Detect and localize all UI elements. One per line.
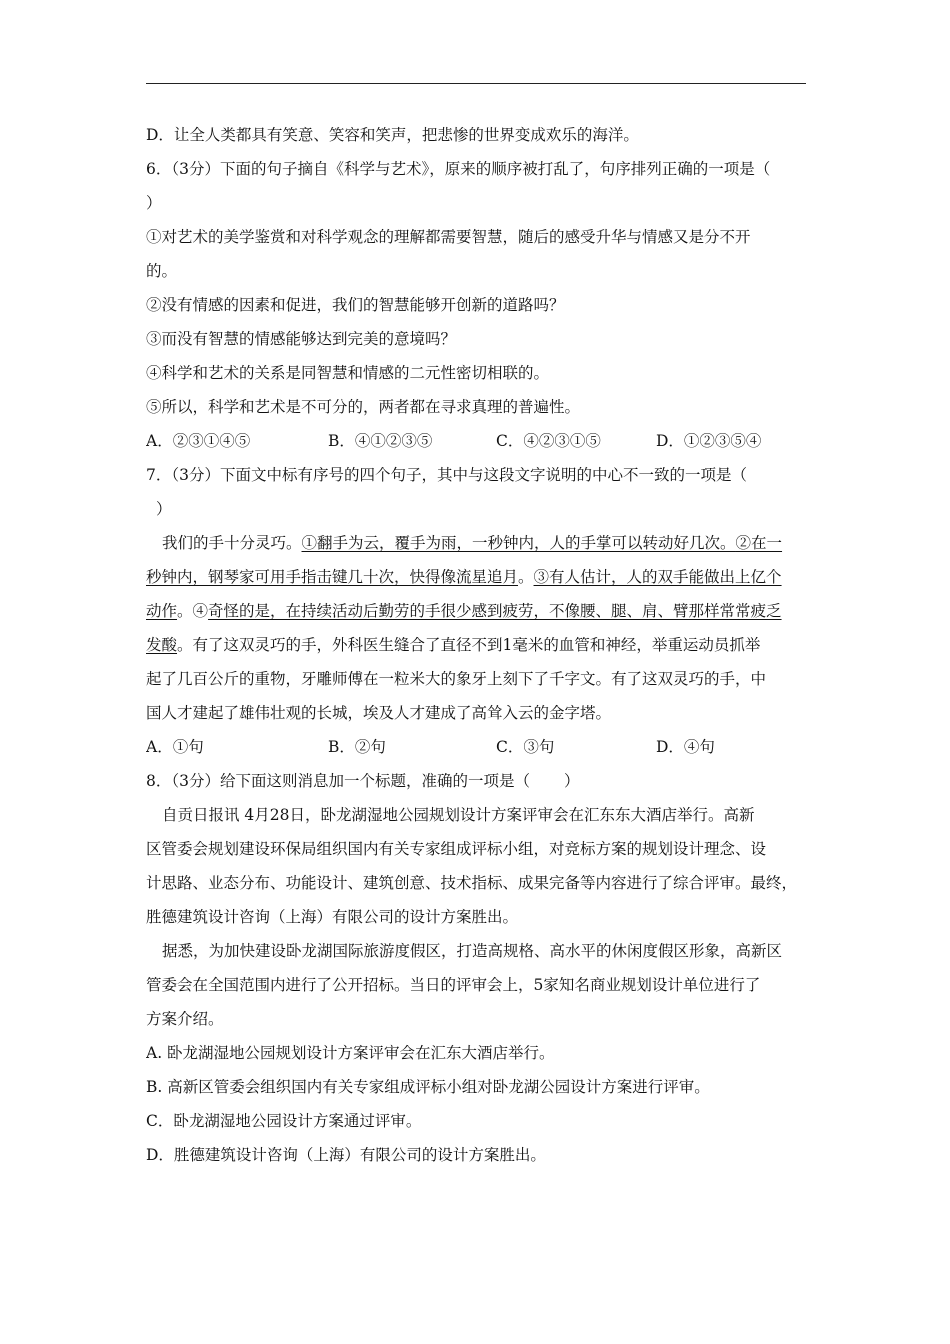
q7-options — [146, 730, 806, 764]
q6-stem: 6．（3分）下面的句子摘自《科学与艺术》，原来的顺序被打乱了，句序排列正确的一项是（ — [146, 160, 771, 178]
q8-news-line-6: 管委会在全国范围内进行了公开招标。当日的评审会上，5家知名商业规划设计单位进行了 — [146, 976, 761, 994]
q8-news-line-2: 区管委会规划建设环保局组织国内有关专家组成评标小组，对竞标方案的规划设计理念、设 — [146, 840, 767, 858]
q8-option-b[interactable]: B. 高新区管委会组织国内有关专家组成评标小组对卧龙湖公园设计方案进行评审。 — [146, 1078, 710, 1096]
q8-news-line-3: 计思路、业态分布、功能设计、建筑创意、技术指标、成果完备等内容进行了综合评审。最终， — [146, 874, 798, 892]
q8-stem — [146, 764, 806, 798]
q8-stem-text: 8．（3分）给下面这则消息加一个标题，准确的一项是（ — [146, 772, 530, 790]
exam-page — [146, 118, 806, 1172]
q7-option-a[interactable]: A．①句 — [146, 738, 204, 756]
q8-news-line-7: 方案介绍。 — [146, 1010, 224, 1028]
q8-news-line-5: 据悉，为加快建设卧龙湖国际旅游度假区，打造高规格、高水平的休闲度假区形象，高新区 — [162, 942, 783, 960]
q7-stem-end: ） — [156, 500, 172, 518]
q6-sentence-1-cont: 的。 — [146, 262, 178, 280]
q7-passage-line-6: 国人才建起了雄伟壮观的长城，埃及人才建成了高耸入云的金字塔。 — [146, 704, 612, 722]
q8-news-line-4: 胜德建筑设计咨询（上海）有限公司的设计方案胜出。 — [146, 908, 519, 926]
q7-passage-lead: 我们的手十分灵巧。 — [162, 534, 302, 552]
q6-sentence-2: ②没有情感的因素和促进，我们的智慧能够开创新的道路吗？ — [146, 296, 565, 314]
q7-sentence-4-cont: 发酸 — [146, 636, 178, 654]
q6-sentence-4: ④科学和艺术的关系是同智慧和情感的二元性密切相联的。 — [146, 364, 550, 382]
q8-option-c[interactable]: C．卧龙湖湿地公园设计方案通过评审。 — [146, 1112, 422, 1130]
q8-stem-close: ） — [563, 772, 580, 790]
q7-sentence-2-cont: 秒钟内，钢琴家可用手指击键几十次，快得像流星追月 — [146, 568, 519, 586]
punct: 。④ — [177, 602, 209, 620]
q7-sentence-2: ②在一 — [735, 534, 783, 552]
q6-options — [146, 424, 806, 458]
q6-stem-end: ） — [146, 194, 162, 212]
q6-sentence-5: ⑤所以，科学和艺术是不可分的，两者都在寻求真理的普遍性。 — [146, 398, 581, 416]
q7-sentence-3: ③有人估计，人的双手能做出上亿个 — [533, 568, 782, 586]
q8-option-d[interactable]: D．胜德建筑设计咨询（上海）有限公司的设计方案胜出。 — [146, 1146, 546, 1164]
q8-option-a[interactable]: A. 卧龙湖湿地公园规划设计方案评审会在汇东大酒店举行。 — [146, 1044, 555, 1062]
q5-option-d: D．让全人类都具有笑意、笑容和笑声，把悲惨的世界变成欢乐的海洋。 — [146, 126, 639, 144]
q7-option-b[interactable]: B．②句 — [328, 738, 386, 756]
q7-stem: 7．（3分）下面文中标有序号的四个句子，其中与这段文字说明的中心不一致的一项是（ — [146, 466, 747, 484]
q8-news-line-1: 自贡日报讯 4月28日，卧龙湖湿地公园规划设计方案评审会在汇东东大酒店举行。高新 — [162, 806, 755, 824]
q7-passage-line-2 — [146, 560, 806, 594]
q7-option-c[interactable]: C．③句 — [496, 738, 555, 756]
q6-sentence-3: ③而没有智慧的情感能够达到完美的意境吗？ — [146, 330, 457, 348]
punct: 。 — [518, 568, 534, 586]
q7-passage-line-1 — [146, 526, 806, 560]
q6-option-b[interactable]: B．④①②③⑤ — [328, 432, 433, 450]
q7-passage-line-5: 起了几百公斤的重物，牙雕师傅在一粒米大的象牙上刻下了千字文。有了这双灵巧的手，中 — [146, 670, 767, 688]
q6-option-a[interactable]: A．②③①④⑤ — [146, 432, 251, 450]
q7-sentence-4: 奇怪的是，在持续活动后勤劳的手很少感到疲劳，不像腰、腿、肩、臂那样常常疲乏 — [208, 602, 782, 620]
q6-option-d[interactable]: D．①②③⑤④ — [656, 432, 762, 450]
header-rule — [146, 83, 806, 84]
q6-option-c[interactable]: C．④②③①⑤ — [496, 432, 601, 450]
passage-text: 。有了这双灵巧的手，外科医生缝合了直径不到1毫米的血管和神经，举重运动员抓举 — [177, 636, 761, 654]
q7-sentence-1: ①翻手为云，覆手为雨，一秒钟内，人的手掌可以转动好几次。 — [301, 534, 736, 552]
q7-passage-line-3 — [146, 594, 806, 628]
q7-option-d[interactable]: D．④句 — [656, 738, 715, 756]
q6-sentence-1: ①对艺术的美学鉴赏和对科学观念的理解都需要智慧，随后的感受升华与情感又是分不开 — [146, 228, 751, 246]
q7-sentence-3-cont: 动作 — [146, 602, 178, 620]
q7-passage-line-4 — [146, 628, 806, 662]
